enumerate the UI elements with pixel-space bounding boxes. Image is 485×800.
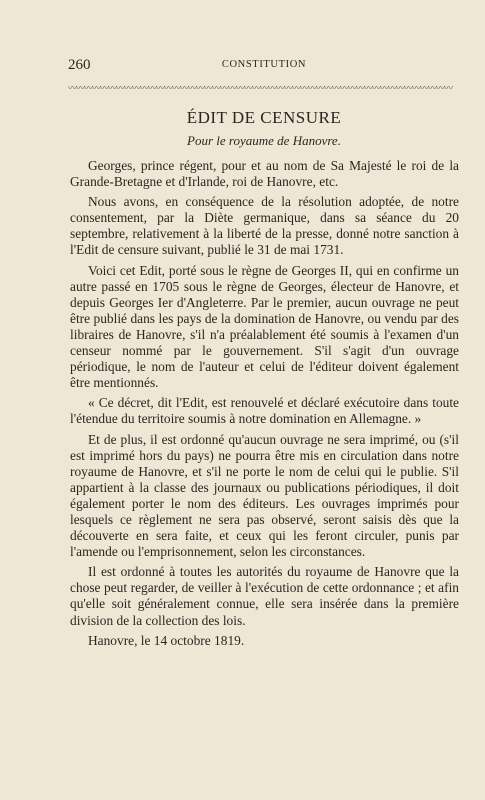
edict-title: ÉDIT DE CENSURE: [186, 108, 342, 127]
paragraph: Il est ordonné à toutes les autorités du royaume de Hanovre que la chose peut regarder, de veiller à l'exécution de cette ordonnance ; et afin qu'elle soit généralement connue, elle sera insérée dans la première division de la collection des lois.: [70, 564, 459, 628]
date-line: Hanovre, le 14 octobre 1819.: [88, 632, 245, 648]
running-title: CONSTITUTION: [221, 59, 307, 70]
edict-subtitle: Pour le royaume de Hanovre.: [187, 133, 341, 148]
paragraph: Georges, prince régent, pour et au nom de Sa Majesté le roi de la Grande-Bretagne et d'Irlande, roi de Hanovre, etc.: [70, 158, 459, 190]
paragraph: « Ce décret, dit l'Edit, est renouvelé et déclaré exécutoire dans toute l'étendue du territoire soumis à notre domination en Allemagne. »: [70, 395, 459, 427]
document-body: [70, 158, 459, 653]
ornamental-rule: [68, 86, 458, 91]
paragraph: Et de plus, il est ordonné qu'aucun ouvrage ne sera imprimé, ou (s'il est imprimé hors du pays) ne pourra être mis en circulation dans notre royaume de Hanovre, et s'il ne porte le nom de celui qui le publie. S'il appartient à la classe des journaux ou publications périodiques, il doit également porter le nom des éditeurs. Les ouvrages imprimés pour lesquels ce règlement ne sera pas observé, seront saisis dès que la découverte en sera faite, et ceux qui les feront circuler, punis par l'amende ou l'emprisonnement, selon les circonstances.: [70, 431, 459, 560]
paragraph: Nous avons, en conséquence de la résolution adoptée, de notre consentement, par la Diète germanique, dans sa séance du 20 septembre, relativement à la liberté de la presse, donné notre sanction à l'Edit de censure suivant, publié le 31 de mai 1731.: [70, 194, 459, 258]
paragraph: Voici cet Edit, porté sous le règne de Georges II, qui en confirme un autre passé en 1705 sous le règne de Georges, électeur de Hanovre, et depuis Georges Ier d'Angleterre. Par le premier, aucun ouvrage ne peut être publié dans les pays de la domination de Hanovre, ou vendu par des libraires de Hanovre, s'il n'a préalablement été soumis à l'examen d'un censeur nommé par le gouvernement. S'il s'agit d'un ouvrage périodique, le nom de l'auteur et celui de l'éditeur doivent également être mentionnés.: [70, 262, 459, 391]
page-number: 260: [68, 57, 91, 73]
page-header: [68, 57, 460, 75]
